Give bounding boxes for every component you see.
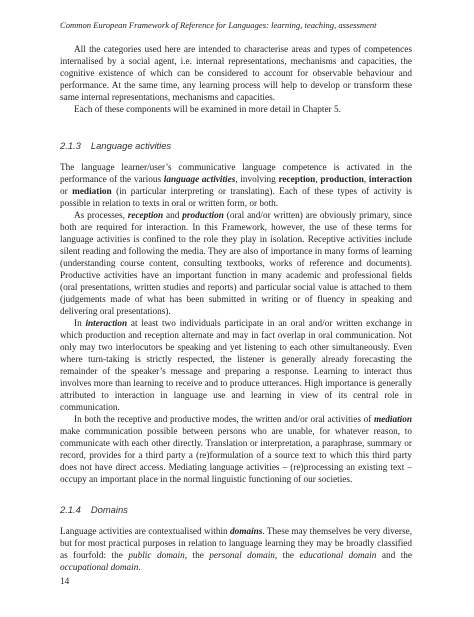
term-reception: reception	[278, 175, 316, 185]
term-personal-domain: personal domain	[209, 551, 275, 561]
intro-paragraph-1: All the categories used here are intended to characterise areas and types of competences internalised by a social agent, i.e. internal representations, mechanisms and capacities, the cognitive existence of which can be considered to account for observable behaviour and performance. At the same time, any learning process will help to develop or transform these same internal representations, mechanisms and capacities.	[60, 45, 412, 103]
section-2-1-3-heading	[60, 140, 412, 152]
language-activities-paragraph-3: In interaction at least two individuals participate in an oral and/or written exchange in which production and reception alternate and may in fact overlap in oral communication. Not only may two interlocutors be speaking and yet listening to each other simultaneously. Even where turn-taking is strictly respected, the listener is generally already forecasting the remainder of the speaker’s message and preparing a response. Learning to interact thus involves more than learning to receive and to produce utterances. High importance is generally attributed to interaction in language use and learning in view of its central role in communication.	[60, 319, 412, 413]
section-number: 2.1.3	[60, 140, 81, 151]
language-activities-paragraph-4: In both the receptive and productive modes, the written and/or oral activities of mediation make communication possible between persons who are unable, for whatever reason, to communicate with each other directly. Translation or interpretation, a paraphrase, summary or record, provides for a third party a (re)formulation of a source text to which this third party does not have direct access. Mediating language activities – (re)processing an existing text – occupy an important place in the normal linguistic functioning of our societies.	[60, 415, 412, 485]
section-2-1-4-heading	[60, 504, 412, 516]
term-production-italic: production	[182, 211, 224, 221]
term-mediation: mediation	[72, 187, 112, 197]
section-title: Domains	[90, 504, 128, 515]
running-header: Common European Framework of Reference for Languages: learning, teaching, assessment	[60, 20, 377, 30]
term-production: production	[320, 175, 364, 185]
section-2-1-4-body	[60, 526, 412, 574]
term-occupational-domain: occupational domain	[60, 563, 139, 573]
section-heading	[60, 140, 412, 152]
intro-section	[60, 44, 412, 116]
domains-paragraph: Language activities are contextualised within domains. These may themselves be very diverse, but for most practical purposes in relation to language learning they may be broadly classified as fourfold: the public domain, the personal domain, the educational domain and the occupational domain.	[60, 527, 413, 573]
term-public-domain: public domain	[128, 551, 185, 561]
intro-paragraph-2: Each of these components will be examined in more detail in Chapter 5.	[74, 105, 341, 115]
term-reception-italic: reception	[127, 211, 164, 221]
term-mediation-italic: mediation	[373, 415, 412, 425]
section-2-1-3-body	[60, 162, 412, 486]
page-number: 14	[60, 577, 70, 587]
section-title: Language activities	[90, 140, 172, 151]
term-language-activities: language activities	[163, 175, 236, 185]
section-heading	[60, 504, 412, 516]
term-domains: domains	[230, 527, 263, 537]
term-educational-domain: educational domain	[299, 551, 377, 561]
term-interaction: interaction	[368, 175, 413, 185]
language-activities-paragraph-1: The language learner/user’s communicative language competence is activated in the performance of the various language activities, involving reception, production, interaction or mediation (in particular interpreting or translating). Each of these types of activity is possible in relation to texts in oral or written form, or both.	[60, 163, 413, 209]
term-interaction-italic: interaction	[85, 319, 128, 329]
language-activities-paragraph-2: As processes, reception and production (oral and/or written) are obviously primary, since both are required for interaction. In this Framework, however, the use of these terms for language activities is confined to the role they play in isolation. Receptive activities include silent reading and following the media. They are also of importance in many forms of learning (understanding course content, consulting textbooks, works of reference and documents). Productive activities have an important function in many academic and professional fields (oral presentations, written studies and reports) and particular social value is attached to them (judgements made of what has been submitted in writing or of fluency in speaking and delivering oral presentations).	[60, 211, 413, 317]
section-number: 2.1.4	[60, 504, 81, 515]
